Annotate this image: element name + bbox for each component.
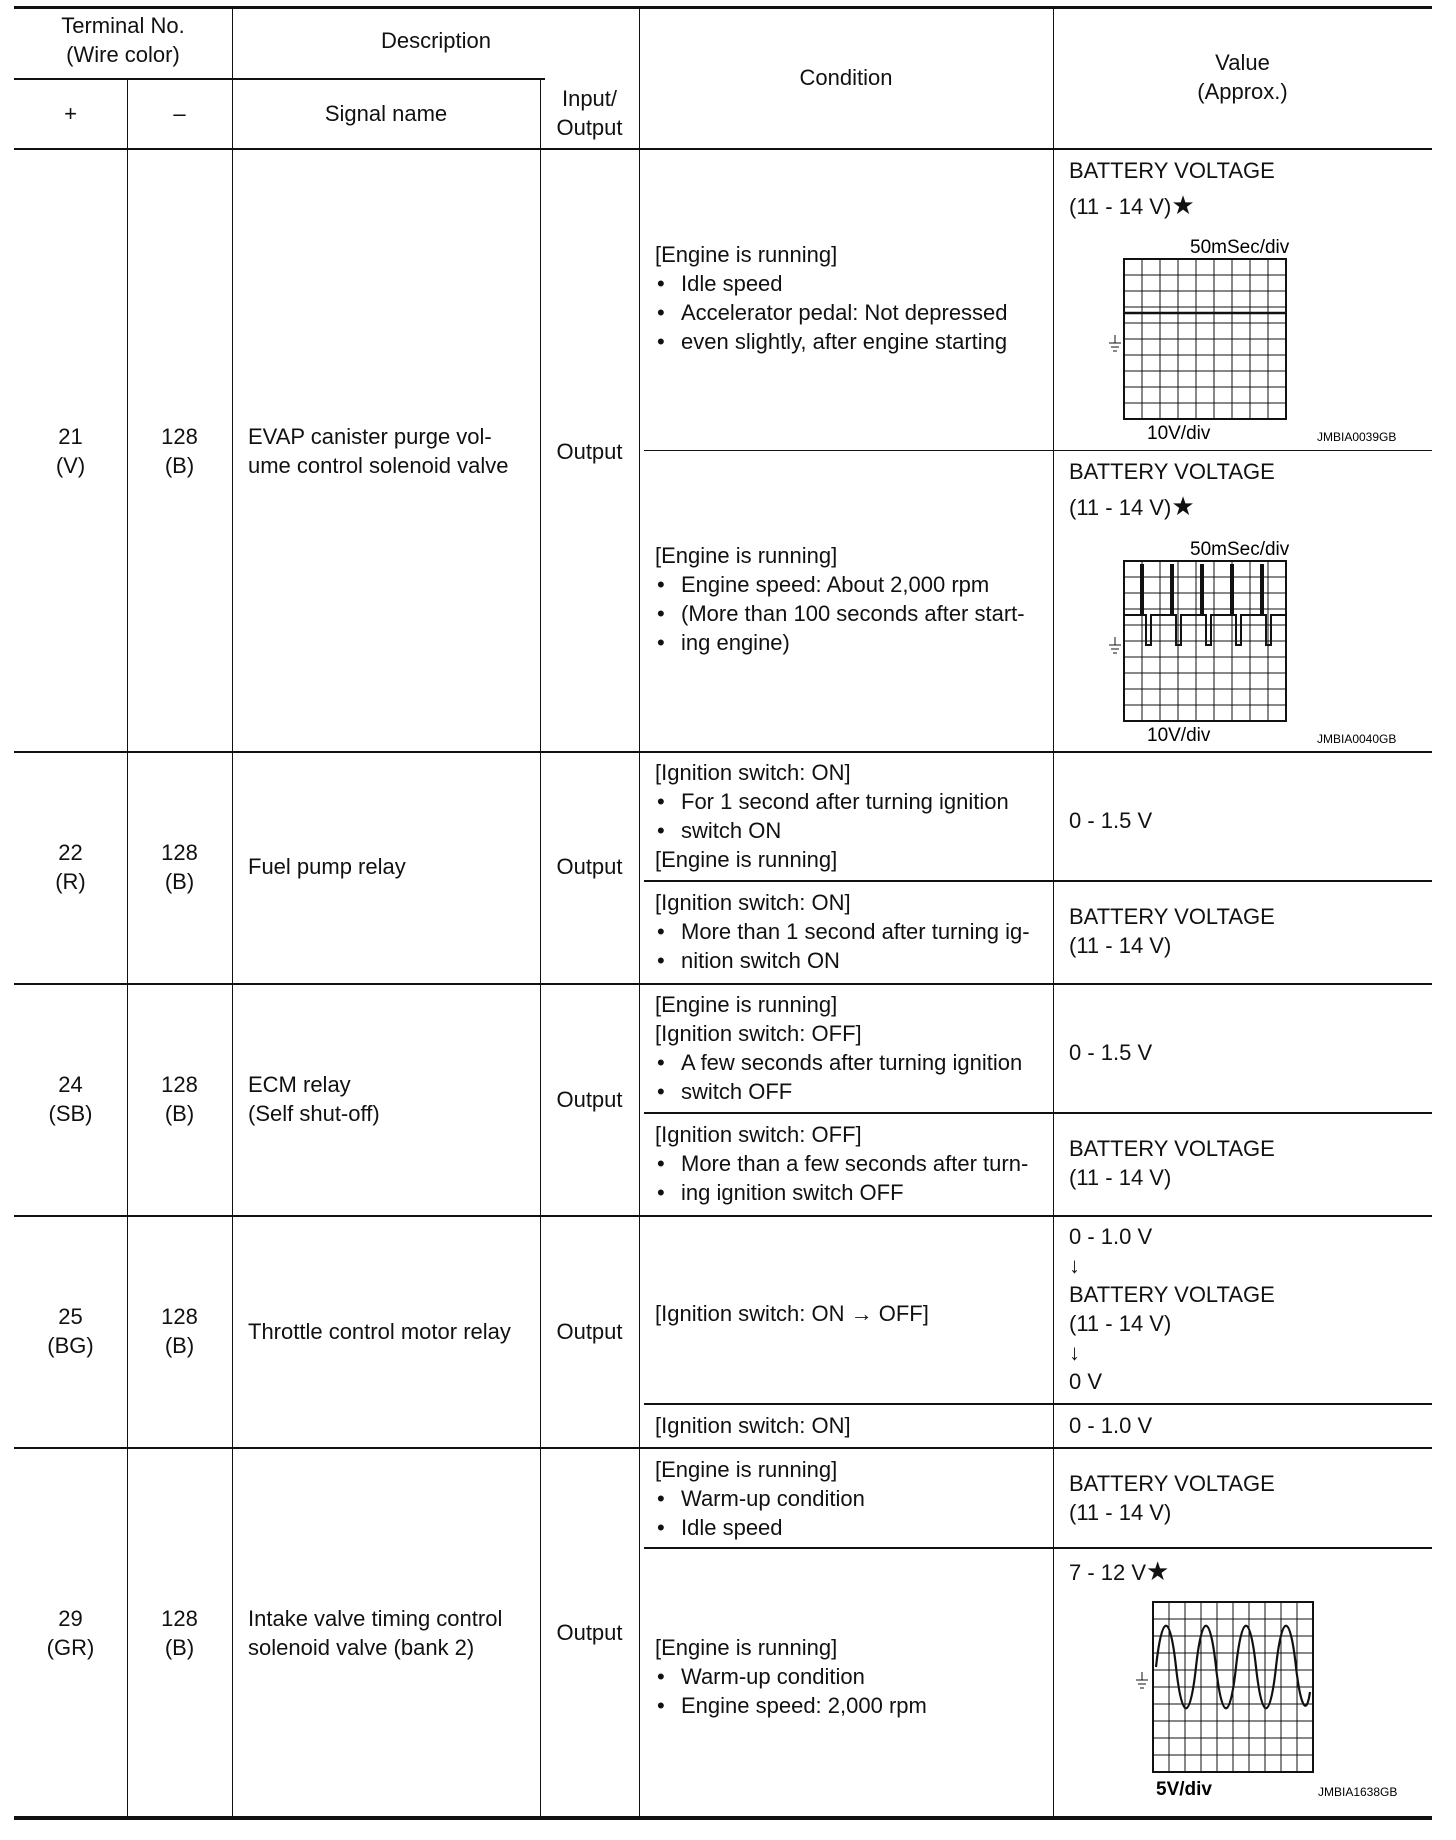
header-value bbox=[1053, 48, 1432, 106]
row-22-condition-1 bbox=[655, 758, 1049, 874]
time-div-label: 50mSec/div bbox=[1190, 539, 1290, 560]
row-29-condition-2 bbox=[655, 1633, 1049, 1720]
row-25-signal: Throttle control motor relay bbox=[248, 1319, 511, 1344]
volt-div-label: 5V/div bbox=[1156, 1779, 1212, 1800]
value-line: 7 - 12 V★ bbox=[1069, 1556, 1170, 1586]
value-line: BATTERY VOLTAGE bbox=[1069, 1282, 1275, 1307]
row-21-signal bbox=[248, 422, 538, 480]
wire-color-minus: (B) bbox=[164, 453, 195, 478]
arrow-down-icon: ↓ bbox=[1069, 1340, 1080, 1365]
row-22-io: Output bbox=[556, 854, 623, 879]
condition-bullet bbox=[655, 1513, 1049, 1542]
signal-line: solenoid valve (bank 2) bbox=[248, 1635, 475, 1660]
condition-text: switch OFF bbox=[681, 1079, 793, 1104]
condition-text: More than a few seconds after turn- bbox=[681, 1151, 1029, 1176]
condition-text: Idle speed bbox=[681, 1515, 783, 1540]
header-terminal-no: Terminal No. bbox=[61, 13, 185, 38]
condition-line: [Engine is running] bbox=[655, 992, 838, 1017]
col-rule-2 bbox=[232, 6, 233, 1818]
waveform-graph bbox=[1099, 533, 1419, 748]
condition-line: [Ignition switch: ON] bbox=[655, 1413, 851, 1438]
row-25-io: Output bbox=[556, 1319, 623, 1344]
figure-code: JMBIA0039GB bbox=[1317, 430, 1397, 444]
row-29-value-1 bbox=[1069, 1469, 1429, 1527]
header-minus: – bbox=[173, 101, 186, 126]
value-line: BATTERY VOLTAGE bbox=[1069, 1471, 1275, 1496]
value-line: 0 V bbox=[1069, 1369, 1103, 1394]
rule-row25-sub bbox=[644, 1403, 1432, 1405]
volt-div-label: 10V/div bbox=[1147, 423, 1211, 444]
terminal-plus: 21 bbox=[58, 424, 83, 449]
condition-line: [Ignition switch: ON] bbox=[655, 760, 851, 785]
signal-line: ume control solenoid valve bbox=[248, 453, 509, 478]
row-22-plus bbox=[14, 838, 127, 896]
value-line: 0 - 1.0 V bbox=[1069, 1224, 1153, 1249]
wire-color-plus: (GR) bbox=[46, 1635, 95, 1660]
rule-row29-sub bbox=[644, 1547, 1432, 1549]
terminal-minus: 128 bbox=[161, 840, 198, 865]
header-value-label: Value bbox=[1215, 50, 1270, 75]
rule-row21-end bbox=[14, 751, 1432, 753]
header-input-output bbox=[540, 84, 639, 142]
condition-bullet bbox=[655, 1048, 1049, 1077]
condition-text: Engine speed: 2,000 rpm bbox=[681, 1693, 927, 1718]
header-signal-name: Signal name bbox=[324, 101, 448, 126]
volt-div-label: 10V/div bbox=[1147, 725, 1211, 746]
condition-bullet bbox=[655, 570, 1049, 599]
condition-line: [Engine is running] bbox=[655, 242, 838, 267]
row-21-plus bbox=[14, 422, 127, 480]
rule-row25-end bbox=[14, 1447, 1432, 1449]
condition-line: [Ignition switch: OFF] bbox=[655, 1122, 862, 1147]
value-line: (11 - 14 V) bbox=[1069, 1311, 1172, 1336]
header-terminal bbox=[14, 11, 232, 69]
terminal-table bbox=[14, 6, 1432, 1829]
condition-line: [Engine is running] bbox=[655, 543, 838, 568]
rule-row22-sub bbox=[644, 880, 1432, 882]
wire-color-plus: (SB) bbox=[48, 1101, 93, 1126]
condition-text: nition switch ON bbox=[681, 948, 840, 973]
condition-text: More than 1 second after turning ig- bbox=[681, 919, 1030, 944]
wire-color-minus: (B) bbox=[164, 1333, 195, 1358]
waveform-graph bbox=[1099, 231, 1419, 446]
signal-line: (Self shut-off) bbox=[248, 1101, 380, 1126]
rule-bottom bbox=[14, 1816, 1432, 1820]
terminal-minus: 128 bbox=[161, 1304, 198, 1329]
value-line: (11 - 14 V) bbox=[1069, 1500, 1172, 1525]
row-29-plus bbox=[14, 1604, 127, 1662]
value-line: BATTERY VOLTAGE bbox=[1069, 158, 1275, 183]
value-line: BATTERY VOLTAGE bbox=[1069, 904, 1275, 929]
row-22-value-2 bbox=[1069, 902, 1429, 960]
value-line: (11 - 14 V)★ bbox=[1069, 491, 1195, 521]
condition-line: [Ignition switch: OFF] bbox=[655, 1021, 862, 1046]
row-24-minus bbox=[127, 1070, 232, 1128]
value-line: BATTERY VOLTAGE bbox=[1069, 1136, 1275, 1161]
row-29-io: Output bbox=[556, 1620, 623, 1645]
condition-line: [Engine is running] bbox=[655, 847, 838, 872]
header-condition: Condition bbox=[799, 65, 893, 90]
figure-code: JMBIA0040GB bbox=[1317, 732, 1397, 746]
figure-code: JMBIA1638GB bbox=[1318, 1785, 1398, 1799]
condition-bullet-cont bbox=[655, 1178, 1049, 1207]
header-description: Description bbox=[380, 28, 492, 53]
signal-line: EVAP canister purge vol- bbox=[248, 424, 492, 449]
row-29-value-2 bbox=[1069, 1558, 1429, 1587]
value-line: (11 - 14 V) bbox=[1069, 1165, 1172, 1190]
rule-header-bottom bbox=[14, 148, 1432, 150]
condition-bullet-cont bbox=[655, 628, 1049, 657]
row-25-plus bbox=[14, 1302, 127, 1360]
header-plus: + bbox=[64, 101, 77, 126]
terminal-plus: 25 bbox=[58, 1304, 83, 1329]
row-21-value-2 bbox=[1069, 457, 1429, 522]
row-22-signal: Fuel pump relay bbox=[248, 854, 406, 879]
value-line: (11 - 14 V) bbox=[1069, 933, 1172, 958]
condition-bullet bbox=[655, 917, 1049, 946]
condition-text: A few seconds after turning ignition bbox=[681, 1050, 1023, 1075]
arrow-down-icon: ↓ bbox=[1069, 1253, 1080, 1278]
condition-line: [Engine is running] bbox=[655, 1635, 838, 1660]
condition-bullet bbox=[655, 1484, 1049, 1513]
rule-header-mid bbox=[14, 78, 545, 80]
row-24-condition-1 bbox=[655, 990, 1049, 1106]
row-24-plus bbox=[14, 1070, 127, 1128]
condition-text: (More than 100 seconds after start- bbox=[681, 601, 1025, 626]
row-29-condition-1 bbox=[655, 1455, 1049, 1542]
header-wire-color: (Wire color) bbox=[66, 42, 180, 67]
oscilloscope-sine bbox=[1128, 1592, 1428, 1807]
condition-bullet bbox=[655, 787, 1049, 816]
star-icon: ★ bbox=[1171, 491, 1195, 521]
wire-color-plus: (BG) bbox=[47, 1333, 94, 1358]
signal-line: Intake valve timing control bbox=[248, 1606, 503, 1631]
row-22-condition-2 bbox=[655, 888, 1049, 975]
rule-top bbox=[14, 6, 1432, 9]
row-21-condition-1 bbox=[655, 240, 1049, 356]
rule-row22-end bbox=[14, 983, 1432, 985]
wire-color-minus: (B) bbox=[164, 1635, 195, 1660]
condition-text: For 1 second after turning ignition bbox=[681, 789, 1009, 814]
oscilloscope-flat bbox=[1099, 231, 1419, 446]
row-24-signal bbox=[248, 1070, 538, 1128]
rule-row21-sub bbox=[644, 450, 1432, 451]
row-25-condition-1 bbox=[655, 1299, 1049, 1328]
row-21-condition-2 bbox=[655, 541, 1049, 657]
header-output: Output bbox=[556, 115, 623, 140]
row-29-signal bbox=[248, 1604, 538, 1662]
condition-bullet-cont bbox=[655, 327, 1049, 356]
star-icon: ★ bbox=[1171, 190, 1195, 220]
condition-text: Idle speed bbox=[681, 271, 783, 296]
row-21-value-1 bbox=[1069, 156, 1429, 221]
condition-bullet-cont bbox=[655, 946, 1049, 975]
col-rule-3 bbox=[540, 78, 541, 1818]
wire-color-minus: (B) bbox=[164, 1101, 195, 1126]
row-21-io: Output bbox=[556, 439, 623, 464]
row-29-minus bbox=[127, 1604, 232, 1662]
condition-text: switch ON bbox=[681, 818, 782, 843]
terminal-plus: 29 bbox=[58, 1606, 83, 1631]
condition-text: Engine speed: About 2,000 rpm bbox=[681, 572, 990, 597]
condition-bullet bbox=[655, 269, 1049, 298]
row-25-condition-2 bbox=[655, 1411, 1049, 1440]
signal-line: ECM relay bbox=[248, 1072, 351, 1097]
star-icon: ★ bbox=[1146, 1556, 1170, 1586]
condition-bullet-cont bbox=[655, 599, 1049, 628]
condition-line: [Ignition switch: ON → OFF] bbox=[655, 1301, 929, 1326]
row-21-minus bbox=[127, 422, 232, 480]
condition-text: ing engine) bbox=[681, 630, 790, 655]
condition-bullet bbox=[655, 298, 1049, 327]
condition-text: Warm-up condition bbox=[681, 1486, 865, 1511]
wire-color-minus: (B) bbox=[164, 869, 195, 894]
condition-line: [Engine is running] bbox=[655, 1457, 838, 1482]
condition-text: ing ignition switch OFF bbox=[681, 1180, 904, 1205]
header-approx: (Approx.) bbox=[1197, 79, 1288, 104]
condition-text: even slightly, after engine starting bbox=[681, 329, 1008, 354]
condition-bullet bbox=[655, 1149, 1049, 1178]
terminal-minus: 128 bbox=[161, 424, 198, 449]
condition-bullet bbox=[655, 1691, 1049, 1720]
rule-row24-sub bbox=[644, 1112, 1432, 1114]
col-rule-1 bbox=[127, 78, 128, 1818]
condition-bullet bbox=[655, 1662, 1049, 1691]
row-24-condition-2 bbox=[655, 1120, 1049, 1207]
row-25-minus bbox=[127, 1302, 232, 1360]
condition-bullet-cont bbox=[655, 816, 1049, 845]
terminal-plus: 24 bbox=[58, 1072, 83, 1097]
row-25-value-1 bbox=[1069, 1222, 1429, 1396]
terminal-minus: 128 bbox=[161, 1606, 198, 1631]
terminal-minus: 128 bbox=[161, 1072, 198, 1097]
terminal-plus: 22 bbox=[58, 840, 83, 865]
row-25-value-2: 0 - 1.0 V bbox=[1069, 1413, 1153, 1438]
wire-color-plus: (V) bbox=[55, 453, 86, 478]
wire-color-plus: (R) bbox=[55, 869, 86, 894]
header-input: Input/ bbox=[561, 86, 618, 111]
rule-row24-end bbox=[14, 1215, 1432, 1217]
condition-bullet-cont bbox=[655, 1077, 1049, 1106]
col-rule-4 bbox=[639, 6, 640, 1818]
row-22-minus bbox=[127, 838, 232, 896]
condition-text: Warm-up condition bbox=[681, 1664, 865, 1689]
value-line: (11 - 14 V)★ bbox=[1069, 190, 1195, 220]
row-24-io: Output bbox=[556, 1087, 623, 1112]
oscilloscope-pulse bbox=[1099, 533, 1419, 748]
condition-text: Accelerator pedal: Not depressed bbox=[681, 300, 1008, 325]
time-div-label: 50mSec/div bbox=[1190, 237, 1290, 258]
col-rule-5 bbox=[1053, 6, 1054, 1818]
condition-line: [Ignition switch: ON] bbox=[655, 890, 851, 915]
row-24-value-2 bbox=[1069, 1134, 1429, 1192]
row-24-value-1: 0 - 1.5 V bbox=[1069, 1040, 1153, 1065]
value-line: BATTERY VOLTAGE bbox=[1069, 459, 1275, 484]
waveform-graph bbox=[1128, 1592, 1428, 1807]
row-22-value-1: 0 - 1.5 V bbox=[1069, 808, 1153, 833]
